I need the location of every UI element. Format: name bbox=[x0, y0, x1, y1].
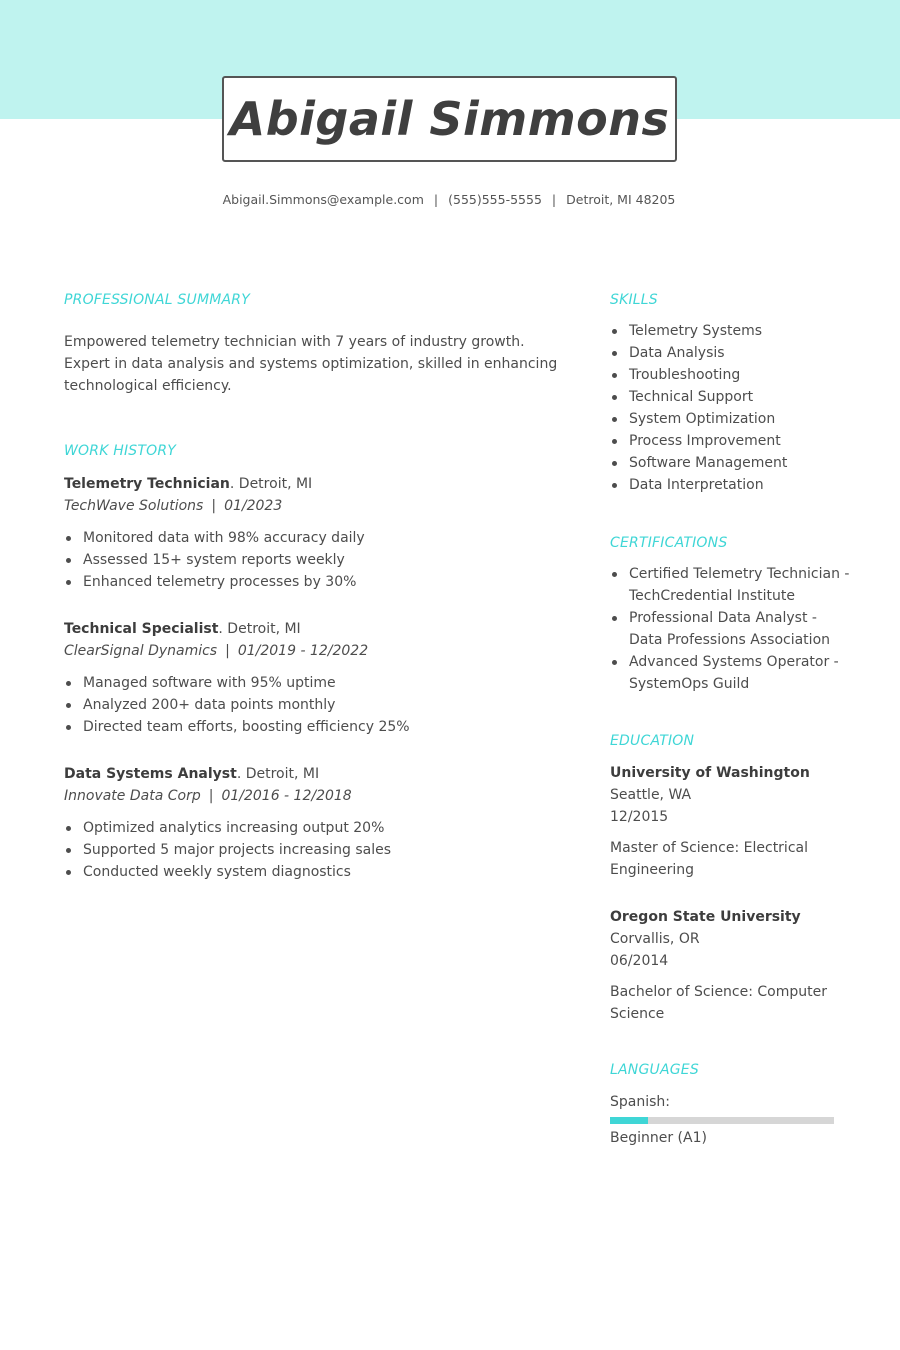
contact-separator: | bbox=[551, 192, 557, 207]
degree: Master of Science: Electrical Engineering bbox=[610, 840, 808, 878]
job-bullet: Enhanced telemetry processes by 30% bbox=[64, 571, 564, 593]
skill-item: Technical Support bbox=[610, 386, 850, 408]
job-bullets bbox=[64, 817, 564, 883]
certifications-heading: CERTIFICATIONS bbox=[610, 535, 728, 551]
language-proficiency-fill bbox=[610, 1117, 648, 1124]
job-bullet: Monitored data with 98% accuracy daily bbox=[64, 527, 564, 549]
phone[interactable]: (555)555-5555 bbox=[448, 192, 542, 207]
language-proficiency-bar bbox=[610, 1117, 834, 1124]
job-bullets bbox=[64, 527, 564, 593]
job-company: TechWave Solutions bbox=[64, 498, 204, 514]
name-box bbox=[222, 76, 677, 162]
job-bullets bbox=[64, 672, 564, 738]
job-entry bbox=[64, 763, 564, 883]
skill-item: Data Interpretation bbox=[610, 474, 850, 496]
job-separator: | bbox=[208, 788, 214, 804]
job-entry bbox=[64, 618, 564, 738]
certification-item: Advanced Systems Operator - SystemOps Guild bbox=[610, 651, 850, 695]
job-role: Telemetry Technician bbox=[64, 476, 230, 492]
work-history-heading: WORK HISTORY bbox=[64, 443, 177, 459]
job-entry bbox=[64, 473, 564, 593]
skill-item: Telemetry Systems bbox=[610, 320, 850, 342]
skill-item: Troubleshooting bbox=[610, 364, 850, 386]
skill-item: Software Management bbox=[610, 452, 850, 474]
skill-item: System Optimization bbox=[610, 408, 850, 430]
school-location: Seattle, WA bbox=[610, 787, 692, 803]
certifications-list bbox=[610, 563, 850, 695]
email[interactable]: Abigail.Simmons@example.com bbox=[222, 192, 424, 207]
certification-item: Certified Telemetry Technician - TechCredential Institute bbox=[610, 563, 850, 607]
contact-line bbox=[0, 192, 898, 207]
language-level: Beginner (A1) bbox=[610, 1130, 707, 1146]
job-bullet: Directed team efforts, boosting efficiency 25% bbox=[64, 716, 564, 738]
job-dates: 01/2019 - 12/2022 bbox=[237, 643, 369, 659]
job-location: . Detroit, MI bbox=[236, 766, 320, 782]
job-bullet: Conducted weekly system diagnostics bbox=[64, 861, 564, 883]
education-entry bbox=[610, 906, 850, 1025]
school-name: University of Washington bbox=[610, 765, 810, 781]
job-dates: 01/2023 bbox=[224, 498, 283, 514]
school-name: Oregon State University bbox=[610, 909, 801, 925]
job-role: Technical Specialist bbox=[64, 621, 219, 637]
graduation-date: 06/2014 bbox=[610, 953, 669, 969]
degree: Bachelor of Science: Computer Science bbox=[610, 984, 828, 1022]
certification-item: Professional Data Analyst - Data Professions Association bbox=[610, 607, 850, 651]
job-company: ClearSignal Dynamics bbox=[64, 643, 218, 659]
skill-item: Process Improvement bbox=[610, 430, 850, 452]
skills-list bbox=[610, 320, 850, 496]
address: Detroit, MI 48205 bbox=[566, 192, 676, 207]
left-column bbox=[64, 290, 564, 883]
school-location: Corvallis, OR bbox=[610, 931, 700, 947]
skill-item: Data Analysis bbox=[610, 342, 850, 364]
job-role: Data Systems Analyst bbox=[64, 766, 237, 782]
job-bullet: Assessed 15+ system reports weekly bbox=[64, 549, 564, 571]
contact-separator: | bbox=[433, 192, 439, 207]
job-bullet: Supported 5 major projects increasing sales bbox=[64, 839, 564, 861]
summary-heading: PROFESSIONAL SUMMARY bbox=[64, 292, 250, 308]
job-dates: 01/2016 - 12/2018 bbox=[221, 788, 352, 804]
job-location: . Detroit, MI bbox=[218, 621, 301, 637]
candidate-name: Abigail Simmons bbox=[229, 92, 670, 146]
language-name: Spanish: bbox=[610, 1094, 670, 1110]
right-column bbox=[610, 290, 850, 1149]
job-bullet: Optimized analytics increasing output 20% bbox=[64, 817, 564, 839]
job-location: . Detroit, MI bbox=[229, 476, 313, 492]
summary-text: Empowered telemetry technician with 7 years of industry growth. Expert in data analysis and systems optimization, skilled in enhancing technological efficiency. bbox=[64, 334, 558, 394]
education-entry bbox=[610, 762, 850, 881]
job-company: Innovate Data Corp bbox=[64, 788, 201, 804]
skills-heading: SKILLS bbox=[610, 292, 658, 308]
languages-heading: LANGUAGES bbox=[610, 1062, 699, 1078]
job-bullet: Analyzed 200+ data points monthly bbox=[64, 694, 564, 716]
graduation-date: 12/2015 bbox=[610, 809, 669, 825]
job-separator: | bbox=[225, 643, 230, 659]
job-bullet: Managed software with 95% uptime bbox=[64, 672, 564, 694]
education-heading: EDUCATION bbox=[610, 733, 695, 749]
job-separator: | bbox=[211, 498, 217, 514]
